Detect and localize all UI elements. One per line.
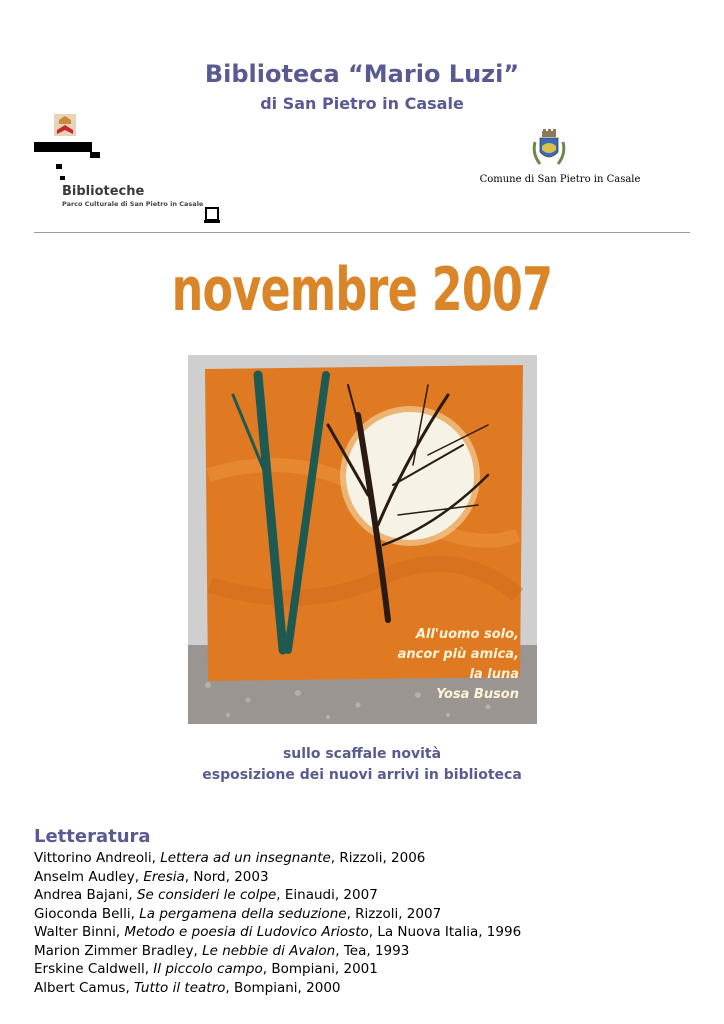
biblioteche-logo [34, 108, 224, 232]
shelf-heading: sullo scaffale novità [282, 746, 442, 762]
quote-line: la luna [469, 667, 519, 682]
list-item: Walter Binni, Metodo e poesia di Ludovico Ariosto, La Nuova Italia, 1996 [34, 924, 522, 940]
list-item: Andrea Bajani, Se consideri le colpe, Einaudi, 2007 [34, 887, 378, 903]
library-title: Biblioteca “Mario Luzi” [204, 60, 520, 88]
list-item: Anselm Audley, Eresia, Nord, 2003 [34, 868, 269, 885]
book-list [34, 849, 521, 997]
municipal-crest-icon [530, 128, 568, 170]
month-title: novembre 2007 [171, 255, 553, 325]
haiku-quote [398, 625, 519, 705]
list-item: Erskine Caldwell, Il piccolo campo, Bompiani, 2001 [34, 961, 378, 977]
quote-author: Yosa Buson [436, 687, 519, 702]
section-heading: Letteratura [34, 826, 151, 847]
logo-name: Biblioteche [62, 184, 145, 199]
library-subtitle: di San Pietro in Casale [260, 94, 464, 113]
header-divider [34, 232, 690, 233]
logo-graphic-icon [34, 108, 224, 232]
list-item: Marion Zimmer Bradley, Le nebbie di Avalon, Tea, 1993 [34, 942, 410, 959]
poster-photo [188, 355, 537, 724]
list-item: Vittorino Andreoli, Lettera ad un insegnante, Rizzoli, 2006 [34, 850, 426, 866]
logo-tagline: Parco Culturale di San Pietro in Casale [62, 200, 204, 208]
list-item: Gioconda Belli, La pergamena della seduzione, Rizzoli, 2007 [34, 905, 442, 922]
municipality-caption: Comune di San Pietro in Casale [479, 174, 641, 185]
quote-line: ancor più amica, [397, 647, 519, 662]
quote-line: All'uomo solo, [415, 627, 519, 642]
list-item: Albert Camus, Tutto il teatro, Bompiani, 2000 [34, 979, 341, 996]
shelf-subheading: esposizione dei nuovi arrivi in biblioteca [202, 767, 522, 783]
